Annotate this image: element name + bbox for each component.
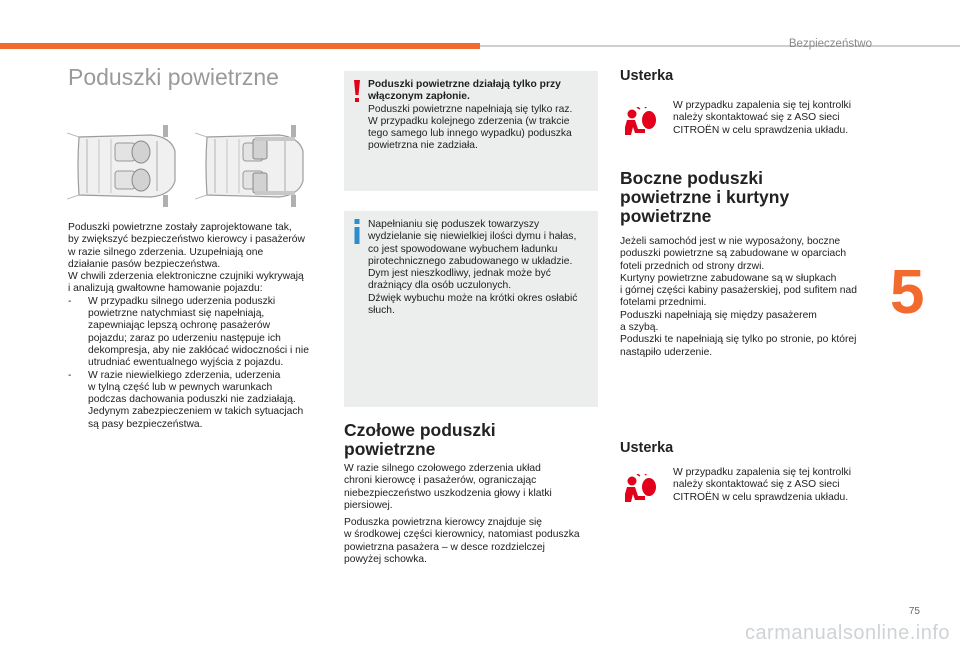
text-line: poduszki powietrzne są zabudowane w oparciach	[620, 248, 847, 260]
warning-line: Poduszki powietrzne napełniają się tylko raz.	[368, 103, 573, 115]
list-dash: -	[68, 369, 72, 381]
watermark: carmanualsonline.info	[744, 622, 950, 644]
warning-text	[368, 79, 590, 153]
chapter-number: 5	[890, 258, 925, 327]
heading-line: Boczne poduszki	[620, 168, 763, 188]
warning-box	[344, 71, 598, 191]
list-item	[68, 296, 330, 370]
text-line: Poduszki te napełniają się tylko po stronie, po której	[620, 334, 857, 346]
info-line: Dym jest nieszkodliwy, jednak może być	[368, 268, 551, 280]
info-line: słuch.	[368, 305, 395, 317]
text-line: nastąpiło uderzenie.	[620, 346, 713, 358]
fault-line: CITROËN w celu sprawdzenia układu.	[673, 491, 849, 503]
front-paragraph-1	[344, 463, 598, 512]
text-line: Jeżeli samochód jest w nie wyposażony, boczne	[620, 236, 841, 247]
warning-line: W przypadku kolejnego zderzenia (w trakcie	[368, 115, 570, 127]
list-line: w tylną część lub w pewnych warunkach	[88, 381, 273, 393]
text-line: chroni kierowcę i pasażerów, ograniczając	[344, 475, 537, 487]
text-line: w środkowej części kierownicy, natomiast poduszka	[344, 529, 580, 541]
text-line: niebezpieczeństwo uszkodzenia głowy i klatki	[344, 487, 552, 499]
text-line: piersiowej.	[344, 499, 393, 511]
warning-bold-line: włączonym zapłonie.	[368, 91, 470, 103]
front-airbags-heading	[344, 421, 584, 459]
list-line: powietrzne natychmiast się napełniają,	[88, 308, 265, 320]
airbag-warning-icon	[623, 474, 661, 506]
header-accent-bar	[0, 43, 480, 49]
text-line: Kurtyny powietrzne zabudowane są w słupkach	[620, 272, 837, 284]
text-line: fotelami przednimi.	[620, 297, 707, 309]
front-airbags-text	[344, 463, 598, 566]
fault-line: W przypadku zapalenia się tej kontrolki	[673, 467, 851, 478]
impact-list	[68, 296, 330, 431]
list-line: podczas dachowania poduszki nie zadziałają.	[88, 394, 296, 406]
intro-line: Poduszki powietrzne zostały zaprojektowane tak,	[68, 222, 292, 233]
info-line: Napełnianiu się poduszek towarzyszy	[368, 219, 540, 230]
heading-line: Czołowe poduszki	[344, 420, 496, 440]
intro-line: W chwili zderzenia elektroniczne czujniki wykrywają	[68, 271, 304, 283]
fault-line: należy skontaktować się z ASO sieci	[673, 479, 840, 491]
info-line: wydzielanie się niewielkiej ilości dymu i hałas,	[368, 231, 577, 243]
text-line: foteli przednich od strony drzwi.	[620, 260, 765, 272]
text-line: a szybą.	[620, 322, 659, 334]
fault-line: należy skontaktować się z ASO sieci	[673, 112, 840, 124]
info-icon	[353, 219, 361, 245]
warning-line: powietrzna nie zadziała.	[368, 140, 478, 152]
intro-line: i analizują gwałtowne hamowanie pojazdu:	[68, 283, 263, 295]
fault-line: W przypadku zapalenia się tej kontrolki	[673, 100, 851, 111]
warning-line: tego samego lub innego wypadku) poduszka	[368, 128, 572, 140]
warning-bold-line: Poduszki powietrzne działają tylko przy	[368, 79, 561, 90]
text-line: powyżej schowka.	[344, 554, 427, 566]
heading-line: powietrzne	[620, 206, 712, 226]
intro-line: w razie silnego zderzenia. Uzupełniają one	[68, 246, 264, 258]
side-airbags-text	[620, 236, 882, 359]
exclamation-icon	[353, 79, 361, 103]
intro-line: działanie pasów bezpieczeństwa.	[68, 258, 221, 270]
section-title: Bezpieczeństwo	[788, 38, 872, 50]
list-line: W razie niewielkiego zderzenia, uderzenia	[88, 369, 281, 381]
list-line: dekompresja, aby nie zakłócać widoczności i nie	[88, 344, 309, 356]
fault-heading: Usterka	[620, 440, 674, 456]
fault-line: CITROËN w celu sprawdzenia układu.	[673, 124, 849, 136]
list-line: utrudniać ewentualnego wyjścia z pojazdu.	[88, 357, 284, 369]
text-line: W razie silnego czołowego zderzenia układ	[344, 463, 541, 474]
heading-line: powietrzne	[344, 439, 436, 459]
fault-text	[673, 100, 883, 137]
intro-line: by zwiększyć bezpieczeństwo kierowcy i pasażerów	[68, 234, 305, 246]
info-line: co jest spowodowane wybuchem ładunku	[368, 243, 558, 255]
list-line: Jedynym zabezpieczeniem w takich sytuacjach	[88, 406, 304, 418]
info-text	[368, 219, 590, 317]
text-line: powietrzna pasażera – w desce rozdzielczej	[344, 541, 545, 553]
text-line: Poduszka powietrzna kierowcy znajduje się	[344, 517, 543, 529]
text-line: Poduszki napełniają się między pasażerem	[620, 309, 817, 321]
fault-heading: Usterka	[620, 68, 674, 84]
list-line: W przypadku silnego uderzenia poduszki	[88, 295, 276, 307]
header-divider	[480, 45, 960, 47]
front-paragraph-2	[344, 517, 598, 566]
list-dash: -	[68, 295, 72, 307]
intro-text	[68, 222, 330, 431]
list-line: pojazdu; zaraz po uderzeniu następuje ich	[88, 332, 281, 344]
page-number: 75	[908, 606, 920, 617]
list-line: zapewniając lepszą ochronę pasażerów	[88, 320, 271, 332]
info-line: drażniący dla osób uczulonych.	[368, 280, 512, 292]
heading-line: powietrzne i kurtyny	[620, 187, 790, 207]
text-line: i górnej części kabiny pasażerskiej, pod sufitem nad	[620, 285, 857, 297]
info-line: pirotechnicznego zabudowanego w układzie.	[368, 255, 573, 267]
frontal-airbag-diagram	[67, 119, 180, 212]
airbag-warning-icon	[623, 107, 661, 139]
info-box	[344, 211, 598, 407]
side-airbags-heading	[620, 169, 860, 226]
list-line: są pasy bezpieczeństwa.	[88, 418, 203, 430]
fault-text	[673, 467, 883, 504]
list-item	[68, 370, 330, 431]
side-airbag-diagram	[195, 119, 308, 212]
info-line: Dźwięk wybuchu może na krótki okres osłabić	[368, 292, 578, 304]
page-title: Poduszki powietrzne	[68, 64, 279, 90]
